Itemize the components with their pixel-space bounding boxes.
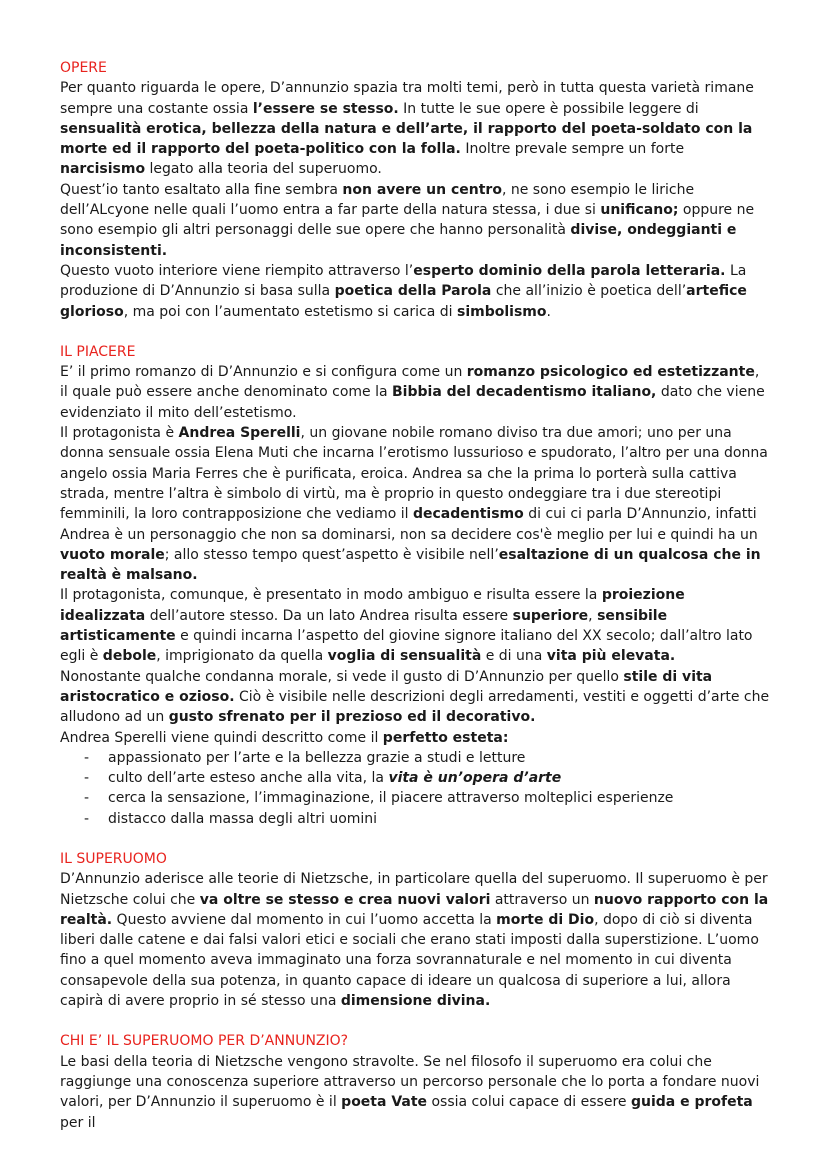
section-opere xyxy=(60,58,770,322)
paragraph: D’Annunzio aderisce alle teorie di Nietzsche, in particolare quella del superuomo. Il superuomo è per Nietzsche colui che va oltre se stesso e crea nuovi valori attraverso un nuovo rapporto con la realtà. Questo avviene dal momento in cui l’uomo accetta la morte di Dio, dopo di ciò si diventa liberi dalle catene e dai falsi valori etici e sociali che erano stati imposti dalla superstizione. L’uomo fino a quel momento aveva immaginato una forza sovrannaturale e nel momento in cui diventa consapevole della sua potenza, in quanto capace di ideare un qualcosa di superiore a lui, allora capirà di avere proprio in sé stesso una dimensione divina. xyxy=(60,871,769,1010)
paragraph: Il protagonista, comunque, è presentato in modo ambiguo e risulta essere la proiezione idealizzata dell’autore stesso. Da un lato Andrea risulta essere superiore, sensibile artisticamente e quindi incarna l’aspetto del giovine signore italiano del XX secolo; dall’altro lato egli è debole, imprigionato da quella voglia di sensualità e di una vita più elevata. xyxy=(60,587,753,665)
section-il-piacere xyxy=(60,342,770,829)
paragraph: Nonostante qualche condanna morale, si vede il gusto di D’Annunzio per quello stile di vita aristocratico e ozioso. Ciò è visibile nelle descrizioni degli arredamenti, vestiti e oggetti d’arte che alludono ad un gusto sfrenato per il prezioso ed il decorativo. xyxy=(60,668,770,726)
list-item: - appassionato per l’arte e la bellezza grazie a studi e letture xyxy=(84,748,770,768)
section-il-superuomo xyxy=(60,849,770,1011)
paragraph: Le basi della teoria di Nietzsche vengono stravolte. Se nel filosofo il superuomo era colui che raggiunge una conoscenza superiore attraverso un percorso personale che lo porta a fondare nuovi valori, per D’Annunzio il superuomo è il poeta Vate ossia colui capace di essere guida e profeta per il xyxy=(60,1053,760,1131)
document-page xyxy=(60,58,770,1153)
esteta-list xyxy=(60,748,770,829)
section-title-il-superuomo: IL SUPERUOMO xyxy=(60,850,167,867)
section-title-opere: OPERE xyxy=(60,60,107,76)
paragraph: E’ il primo romanzo di D’Annunzio e si configura come un romanzo psicologico ed estetizzante, il quale può essere anche denominato come la Bibbia del decadentismo italiano, dato che viene evidenziato il mito dell’estetismo. xyxy=(60,364,765,421)
list-item: - distacco dalla massa degli altri uomini xyxy=(84,809,770,829)
paragraph: Il protagonista è Andrea Sperelli, un giovane nobile romano diviso tra due amori; uno per una donna sensuale ossia Elena Muti che incarna l’erotismo lussurioso e spudorato, l’altro per una donna angelo ossia Maria Ferres che è purificata, eroica. Andrea sa che la prima lo porterà sulla cattiva strada, mentre l’altra è simbolo di virtù, ma è proprio in questo ondeggiare tra i due stereotipi femminili, la loro contrapposizione che vediamo il decadentismo di cui ci parla D’Annunzio, infatti Andrea è un personaggio che non sa dominarsi, non sa decidere cos'è meglio per lui e quindi ha un vuoto morale; allo stesso tempo quest’aspetto è visibile nell’esaltazione di un qualcosa che in realtà è malsano. xyxy=(60,425,768,584)
paragraph: Andrea Sperelli viene quindi descritto come il perfetto esteta: xyxy=(60,729,509,746)
paragraph: Questo vuoto interiore viene riempito attraverso l’esperto dominio della parola letteraria. La produzione di D’Annunzio si basa sulla poetica della Parola che all’inizio è poetica dell’artefice glorioso, ma poi con l’aumentato estetismo si carica di simbolismo. xyxy=(60,262,747,320)
list-item: - cerca la sensazione, l’immaginazione, il piacere attraverso molteplici esperienze xyxy=(84,788,770,808)
list-item: - culto dell’arte esteso anche alla vita, la vita è un’opera d’arte xyxy=(84,768,770,788)
paragraph: Quest’io tanto esaltato alla fine sembra non avere un centro, ne sono esempio le liriche dell’ALcyone nelle quali l’uomo entra a far parte della natura stessa, i due si unificano; oppure ne sono esempio gli altri personaggi delle sue opere che hanno personalità divise, ondeggianti e inconsistenti. xyxy=(60,181,755,259)
paragraph: Per quanto riguarda le opere, D’annunzio spazia tra molti temi, però in tutta questa varietà rimane sempre una costante ossia l’essere se stesso. In tutte le sue opere è possibile leggere di sensualità erotica, bellezza della natura e dell’arte, il rapporto del poeta-soldato con la morte ed il rapporto del poeta-politico con la folla. Inoltre prevale sempre un forte narcisismo legato alla teoria del superuomo. xyxy=(60,80,754,178)
section-title-superuomo-dannunzio: CHI E’ IL SUPERUOMO PER D’ANNUNZIO? xyxy=(60,1033,349,1050)
section-superuomo-dannunzio xyxy=(60,1031,770,1132)
section-title-il-piacere: IL PIACERE xyxy=(60,343,136,360)
